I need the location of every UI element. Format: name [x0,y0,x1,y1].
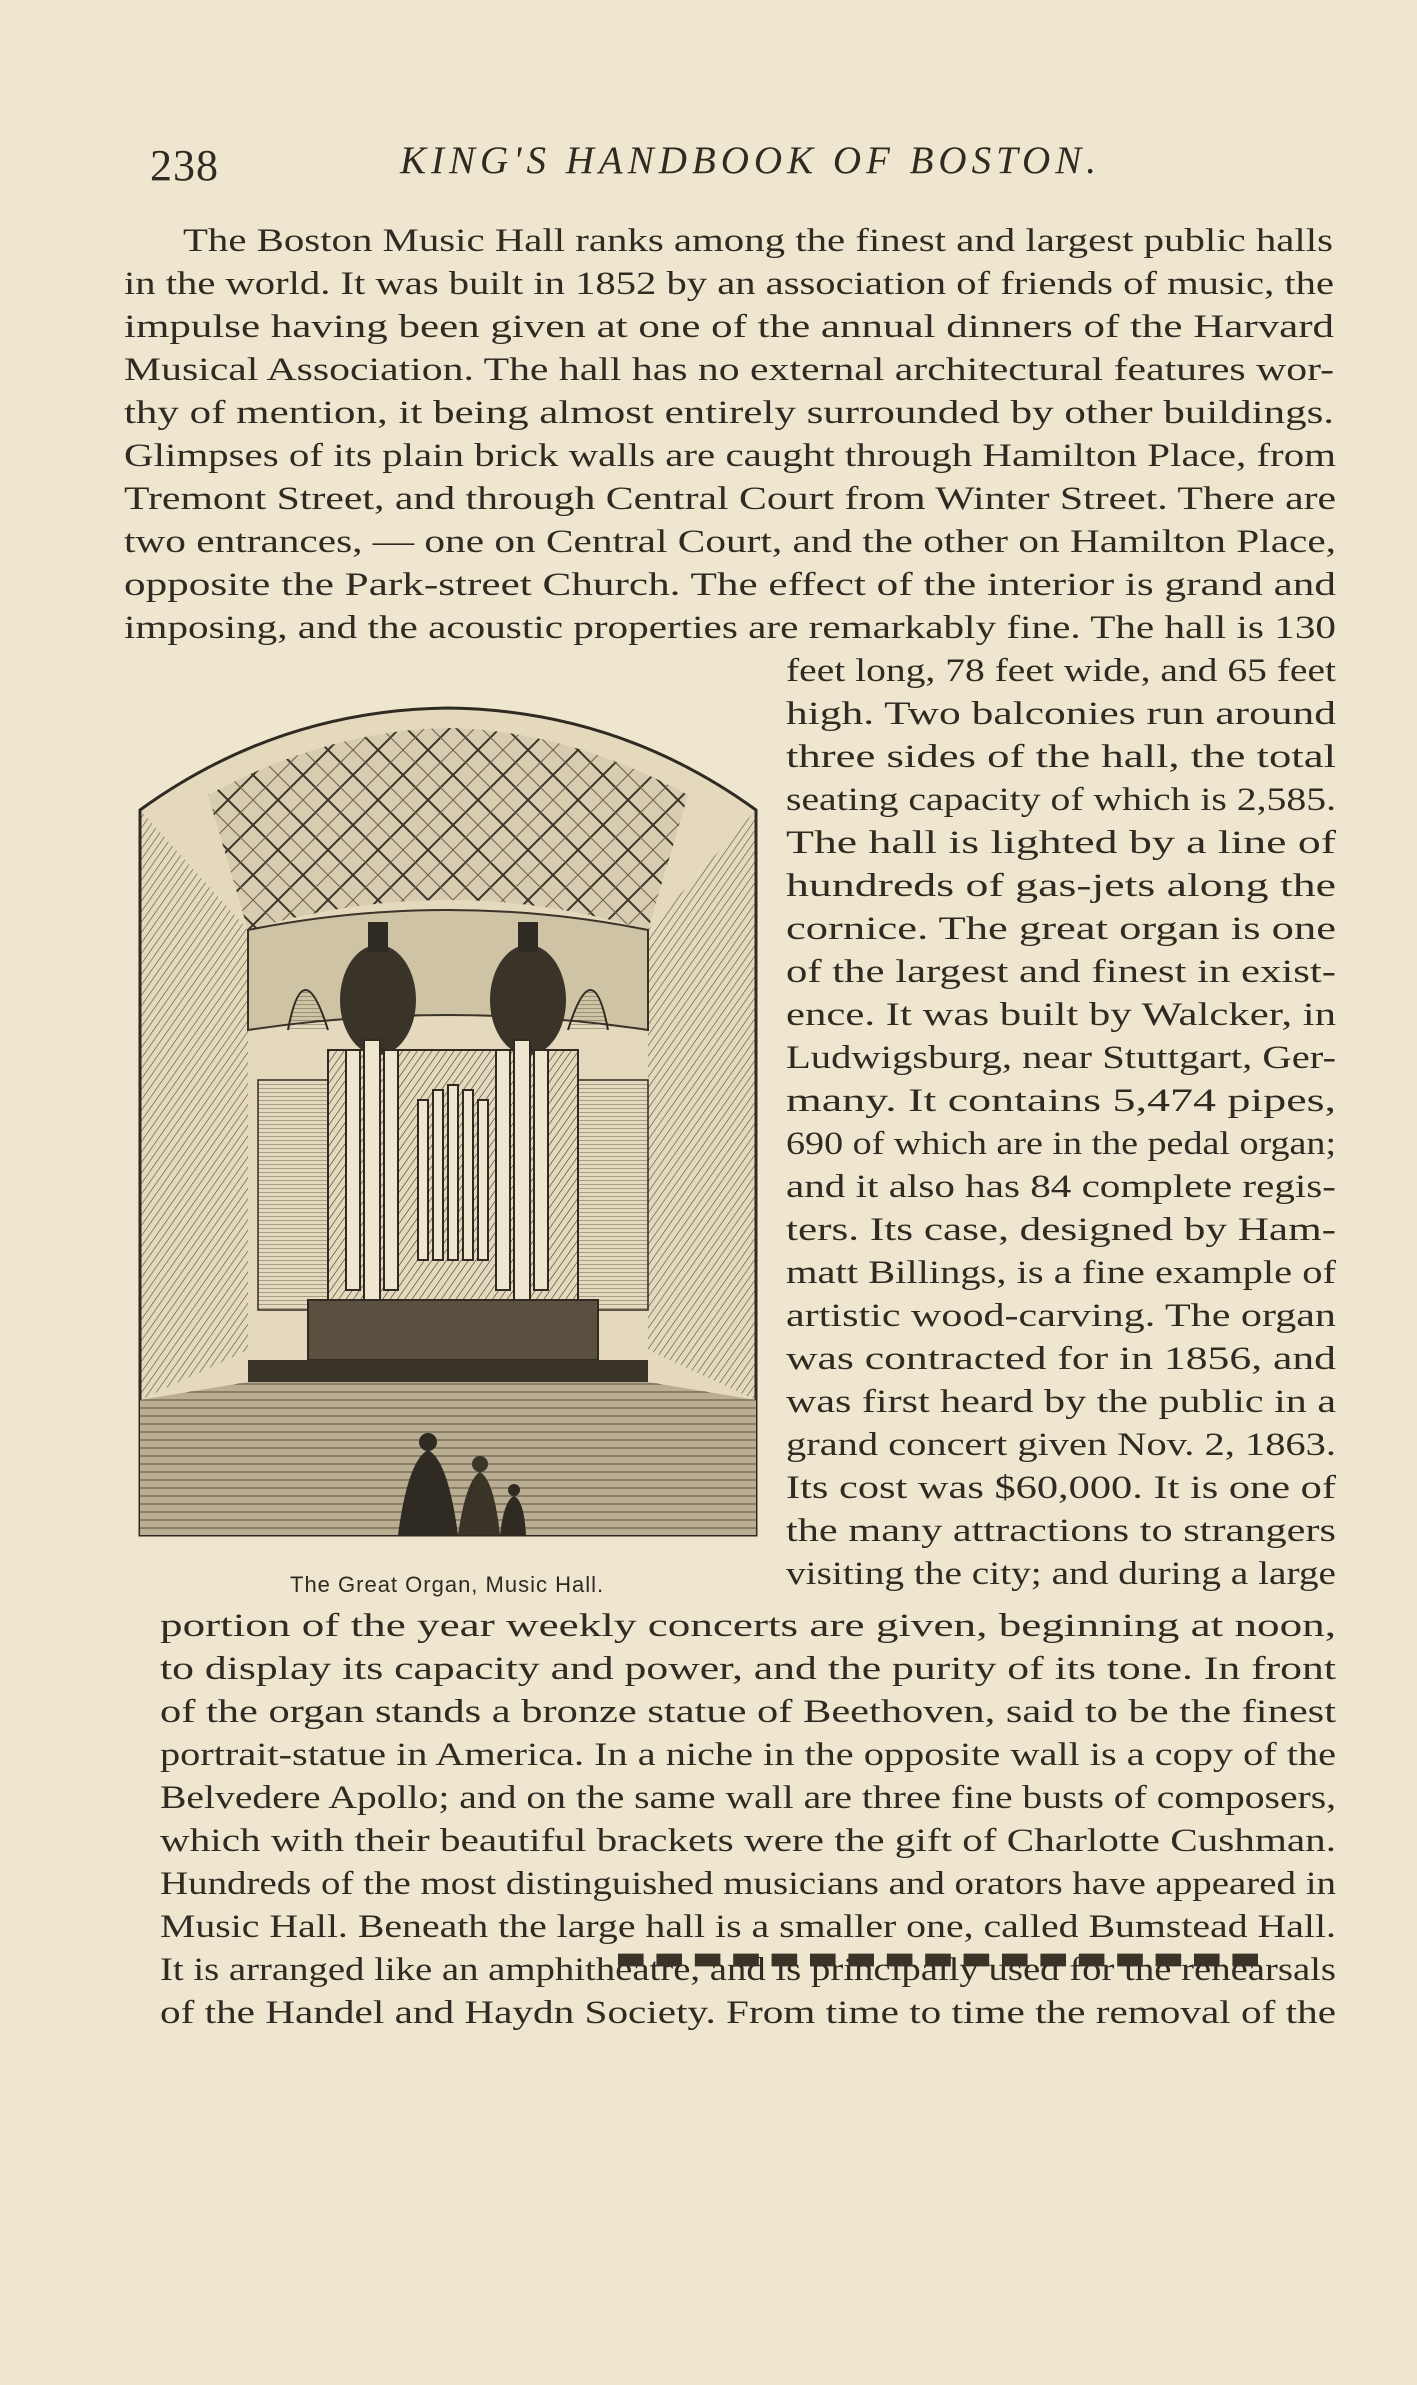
page-number: 238 [150,141,219,190]
text-line: 690 of which are in the pedal organ; [786,1126,1337,1162]
text-line: ence. It was built by Walcker, in [786,997,1336,1033]
text-line: visiting the city; and during a large [786,1556,1337,1592]
text-line: of the largest and finest in exist- [786,954,1337,990]
text-line: Musical Association. The hall has no external architectural features wor- [124,352,1335,388]
text-line: three sides of the hall, the total [786,739,1337,775]
text-line: feet long, 78 feet wide, and 65 feet [786,653,1337,689]
text-line: cornice. The great organ is one [786,911,1337,947]
text-line: was first heard by the public in a [786,1384,1336,1420]
page-header [150,128,1350,198]
organ-engraving [128,700,768,1550]
text-line: Tremont Street, and through Central Court from Winter Street. There are [124,481,1337,517]
text-line: high. Two balconies run around [786,696,1336,732]
text-line: artistic wood-carving. The organ [786,1298,1336,1334]
text-line: Music Hall. Beneath the large hall is a smaller one, called Bumstead Hall. [160,1909,1336,1945]
text-line: in the world. It was built in 1852 by an association of friends of music, the [124,266,1335,302]
text-line: The hall is lighted by a line of [786,825,1337,861]
text-line: portrait-statue in America. In a niche in the opposite wall is a copy of the [160,1737,1336,1773]
text-line: was contracted for in 1856, and [786,1341,1336,1377]
organ-illustration [128,700,768,1550]
text-line: Ludwigsburg, near Stuttgart, Ger- [786,1040,1336,1076]
text-line: two entrances, — one on Central Court, and the other on Hamilton Place, [124,524,1337,560]
text-line: impulse having been given at one of the annual dinners of the Harvard [124,309,1335,345]
text-line: Glimpses of its plain brick walls are caught through Hamilton Place, from [124,438,1337,474]
text-line: to display its capacity and power, and the purity of its tone. In front [160,1651,1337,1687]
text-line: of the Handel and Haydn Society. From time to time the removal of the [160,1995,1337,2031]
text-line: Belvedere Apollo; and on the same wall are three fine busts of composers, [160,1780,1337,1816]
text-line: Its cost was $60,000. It is one of [786,1470,1336,1506]
text-line: seating capacity of which is 2,585. [786,782,1336,818]
text-line: hundreds of gas-jets along the [786,868,1336,904]
text-line: Hundreds of the most distinguished musicians and orators have appeared in [160,1866,1336,1902]
text-line: grand concert given Nov. 2, 1863. [786,1427,1336,1463]
text-line: ters. Its case, designed by Ham- [786,1212,1337,1248]
text-line: portion of the year weekly concerts are given, beginning at noon, [160,1608,1337,1644]
figure-caption: The Great Organ, Music Hall. [290,1572,605,1597]
text-line: opposite the Park-street Church. The effect of the interior is grand and [124,567,1336,603]
text-line: imposing, and the acoustic properties are remarkably fine. The hall is 130 [124,610,1336,646]
text-line: which with their beautiful brackets were the gift of Charlotte Cushman. [160,1823,1336,1859]
text-line: matt Billings, is a fine example of [786,1255,1336,1291]
text-line: It is arranged like an amphitheatre, and is principally used for the rehearsals [160,1952,1337,1988]
text-line: thy of mention, it being almost entirely surrounded by other buildings. [124,395,1335,431]
text-line: the many attractions to strangers [786,1513,1336,1549]
text-line: of the organ stands a bronze statue of Beethoven, said to be the finest [160,1694,1337,1730]
text-line: and it also has 84 complete regis- [786,1169,1336,1205]
running-title: KING'S HANDBOOK OF BOSTON. [400,139,1101,182]
text-line: The Boston Music Hall ranks among the finest and largest public halls [183,223,1333,259]
text-line: many. It contains 5,474 pipes, [786,1083,1337,1119]
engraver-signature [618,1535,768,1547]
